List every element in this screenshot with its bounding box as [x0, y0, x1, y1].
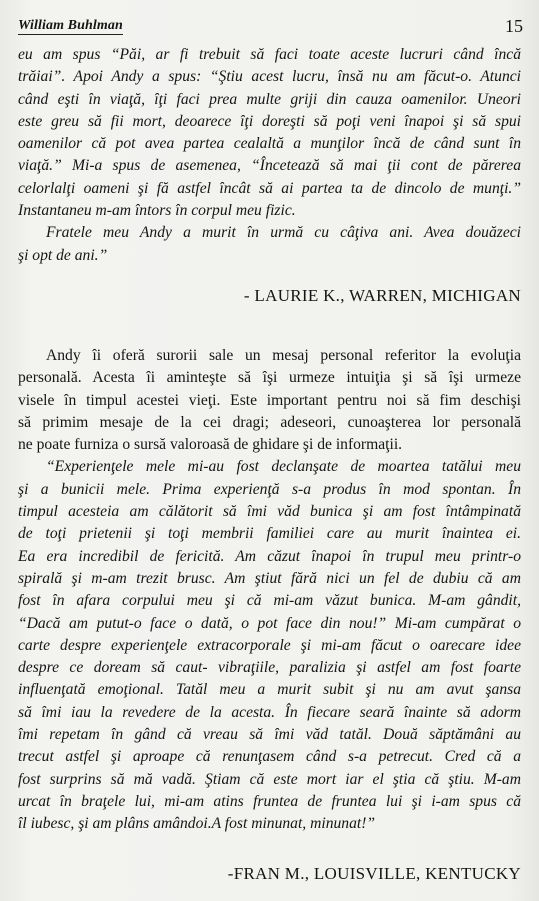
text-line: şi opt de ani.”: [18, 246, 108, 264]
text-line: îl iubesc, şi am plâns amândoi.A fost minunat, minunat!”: [18, 815, 376, 833]
page-number: 15: [505, 16, 523, 36]
text-line: eu am spus “Păi, ar fi trebuit să faci toate aceste lucruri când încă: [18, 46, 521, 63]
text-line: spirală şi m-am trezit brusc. Am ştiut fără nici un fel de dubiu că am: [18, 569, 521, 587]
text-line: “Dacă am putut-o face o dată, o pot face din nou!” Mi-am cumpărat o: [18, 614, 521, 632]
testimony-signature-2: -FRAN M., LOUISVILLE, KENTUCKY: [227, 864, 521, 883]
text-line: când eşti în viaţă, îţi faci prea multe griji din cauza oamenilor. Uneori: [18, 90, 521, 108]
text-line: despre ce doream să caut- vibraţiile, paralizia şi astfel am fost foarte: [18, 659, 521, 677]
text-line: şi a bunicii mele. Prima experienţă s-a produs în mod spontan. În: [18, 480, 521, 498]
text-line: trecut astfel şi aproape că renunţasem când s-a petrecut. Cred că a: [18, 748, 521, 766]
text-line: oamenilor că pot avea partea cealaltă a munţilor încă de când sunt în: [18, 135, 521, 153]
paragraph-continuation: [18, 44, 521, 222]
text-line: urcat în braţele lui, mi-am atins fruntea de fruntea lui şi i-am spus că: [18, 792, 521, 810]
paragraph-brother: [18, 222, 521, 267]
text-line: îmi repetam în gând că vreau să îmi văd tatăl. Două săptămâni au: [18, 726, 521, 744]
text-line: de toţi prietenii şi toţi membrii familiei care au murit înaintea ei.: [18, 525, 521, 543]
text-line: Fratele meu Andy a murit în urmă cu câţiva ani. Avea douăzeci: [46, 224, 521, 242]
text-line: personală. Acesta îi aminteşte să îşi urmeze intuiţia şi să îşi urmeze: [18, 369, 521, 387]
running-header-author: William Buhlman: [18, 18, 123, 33]
text-line: Ea era incredibil de fericită. Am căzut înapoi în trupul meu printr-o: [18, 547, 521, 565]
main-text-block: [18, 345, 521, 836]
text-line: timpul acesteia am călătorit să îmi văd bunica şi am fost întâmpinată: [18, 503, 521, 521]
author-commentary-paragraph: [18, 345, 521, 456]
text-line: viaţă.” Mi-a spus de asemenea, “Încetează să mai ţii cont de părerea: [18, 157, 521, 175]
text-line: Instantaneu m-am întors în corpul meu fizic.: [18, 202, 296, 220]
text-line: trăiai”. Apoi Andy a spus: “Ştiu acest lucru, însă nu am făcut-o. Atunci: [18, 68, 521, 86]
text-line: carte despre experienţele extracorporale şi mi-am făcut o oarecare idee: [18, 636, 521, 654]
text-line: fost în afara corpului meu şi că mi-am văzut bunica. M-am gândit,: [18, 592, 521, 610]
text-line: Andy îi oferă surorii sale un mesaj personal referitor la evoluţia: [46, 347, 521, 364]
text-line: ne poate furniza o sursă valoroasă de ghidare şi de informaţii.: [18, 436, 403, 454]
text-line: este greu să fii mort, deoarece îţi doreşti să poţi veni înapoi şi să spui: [18, 112, 521, 130]
running-header: [18, 14, 523, 40]
text-line: influenţată emoţional. Tatăl meu a murit subit şi nu am avut şansa: [18, 681, 521, 699]
text-line: fost surprins să mă vadă. Ştiam că este mort iar el ştia că ştiu. M-am: [18, 770, 521, 788]
text-line: să primim mesaje de la cei dragi; adeseori, cunoaşterea lor personală: [18, 413, 521, 431]
text-line: “Experienţele mele mi-au fost declanşate de moartea tatălui meu: [46, 458, 521, 476]
testimony-paragraph-2: [18, 456, 521, 835]
testimony-block-1: [18, 44, 521, 267]
text-line: visele în timpul acestei vieţi. Este important pentru noi să fim deschişi: [18, 391, 521, 409]
text-line: celorlalţi oameni şi fă astfel încât să ai partea ta de dincolo de munţi.”: [18, 179, 521, 197]
text-line: să îmi iau la revedere de la acesta. În fiecare seară înainte să adorm: [18, 703, 521, 721]
testimony-signature-1: - LAURIE K., WARREN, MICHIGAN: [243, 286, 521, 305]
